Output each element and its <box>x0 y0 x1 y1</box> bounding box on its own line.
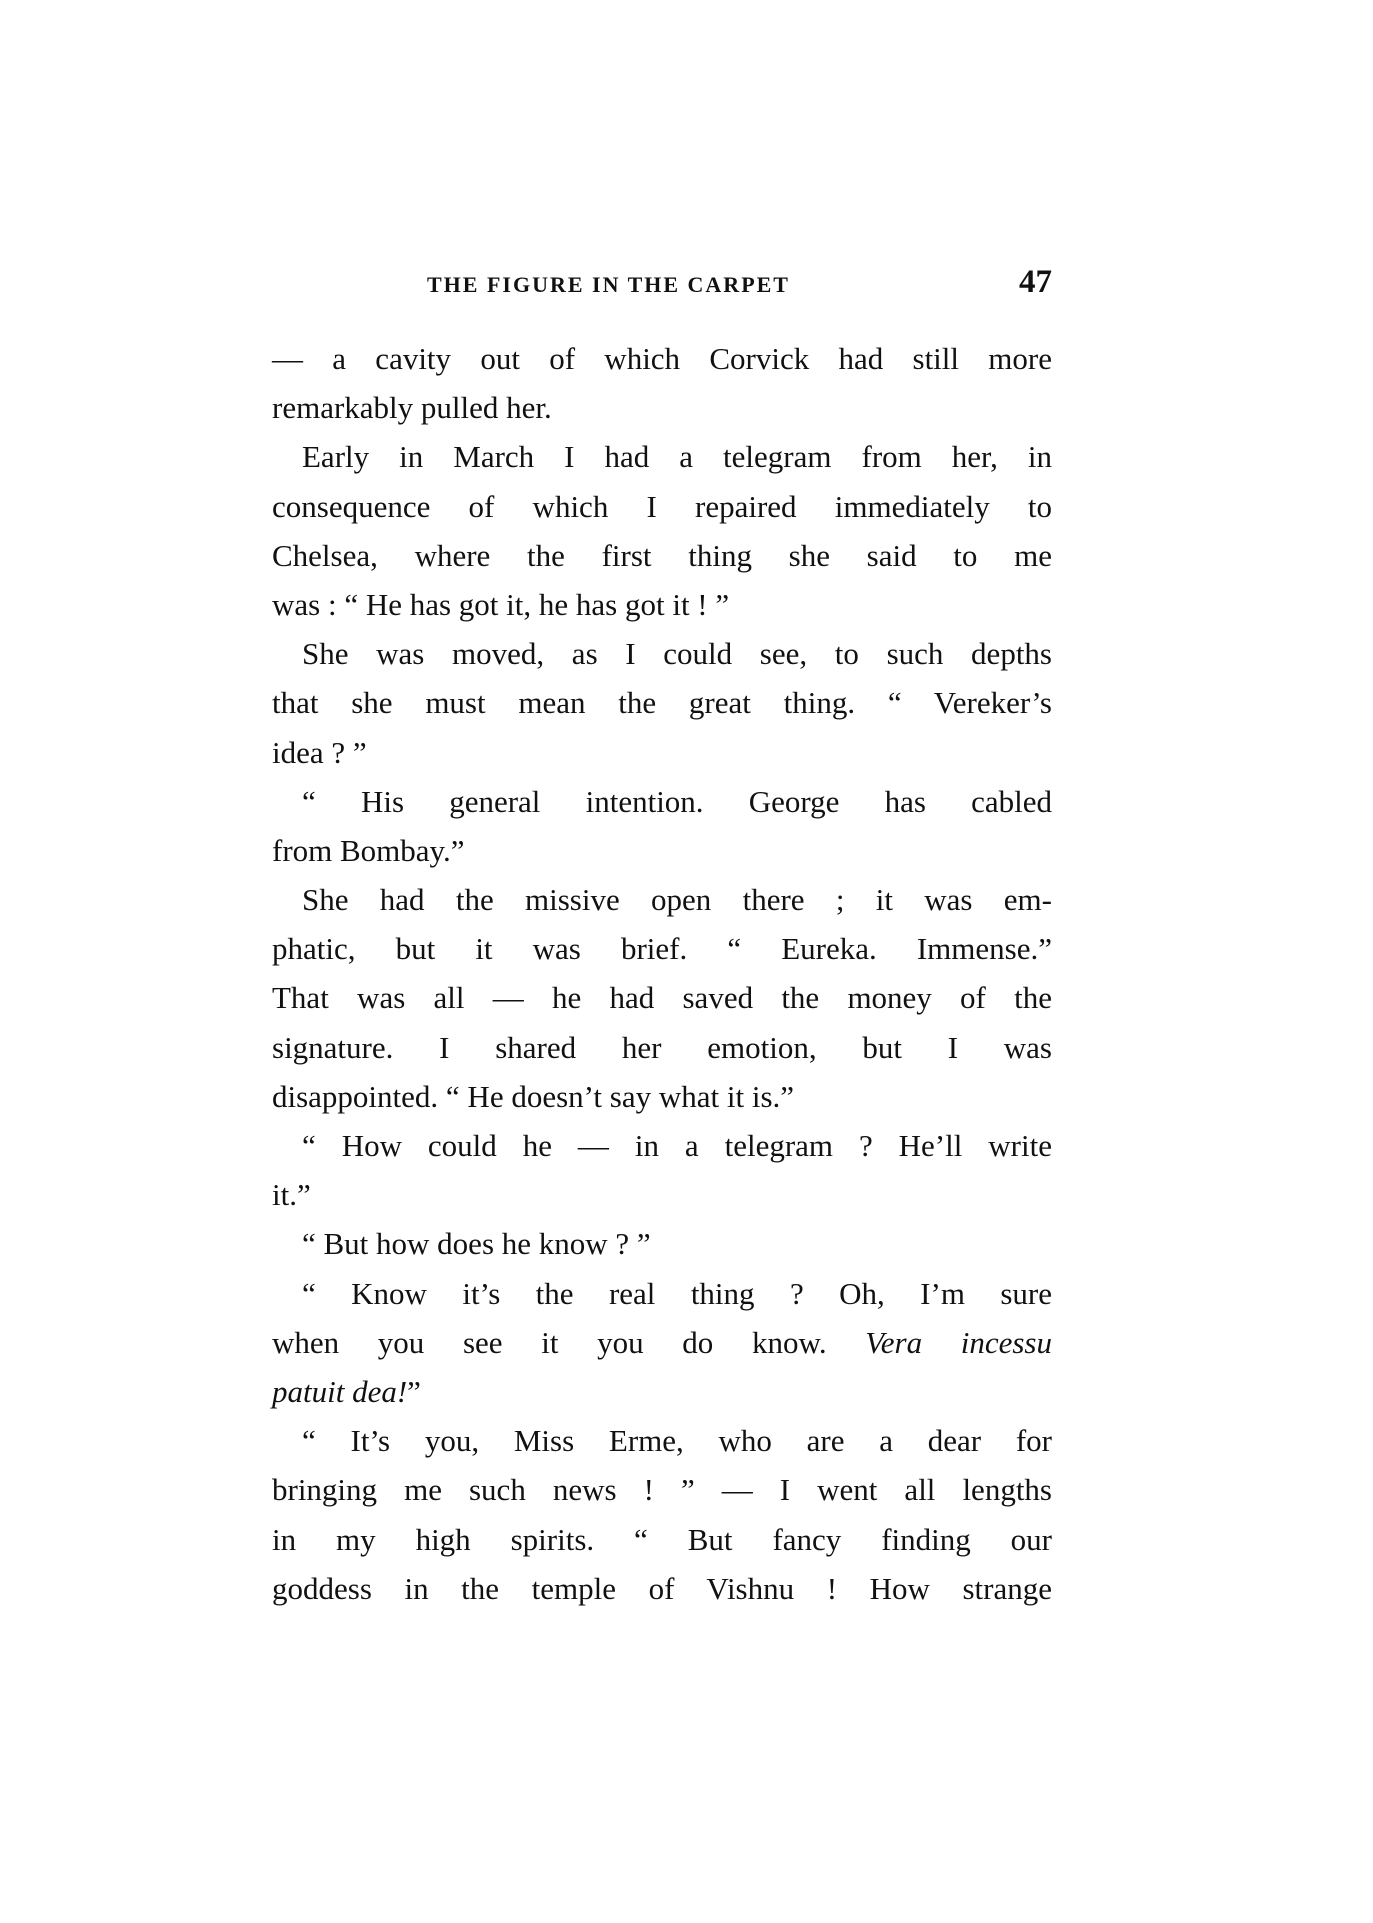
body-text <box>272 334 1052 1613</box>
text-line: from Bombay.” <box>272 832 465 868</box>
latin-phrase: Vera incessu <box>865 1324 1052 1360</box>
text-line: “ How could he — in a telegram ? He’ll write <box>302 1128 1052 1163</box>
text-line: “ But how does he know ? ” <box>302 1226 651 1262</box>
text-line: consequence of which I repaired immediately to <box>272 488 1052 524</box>
text-line: phatic, but it was brief. “ Eureka. Immense.” <box>272 931 1052 967</box>
text-segment: when you see it you do know. <box>272 1324 827 1360</box>
text-line: disappointed. “ He doesn’t say what it is.” <box>272 1078 795 1114</box>
running-head <box>272 264 1052 308</box>
text-line-with-latin <box>272 1318 1052 1367</box>
text-line-with-latin <box>272 1367 1052 1416</box>
text-line: “ It’s you, Miss Erme, who are a dear for <box>302 1423 1052 1459</box>
text-line: it.” <box>272 1177 311 1213</box>
text-line: She was moved, as I could see, to such depths <box>302 636 1052 672</box>
text-line: goddess in the temple of Vishnu ! How strange <box>272 1570 1052 1606</box>
text-line: “ His general intention. George has cabled <box>302 783 1052 819</box>
running-title: THE FIGURE IN THE CARPET <box>427 272 790 297</box>
text-line: That was all — he had saved the money of the <box>272 980 1052 1016</box>
text-line: that she must mean the great thing. “ Vereker’s <box>272 685 1052 721</box>
text-line: in my high spirits. “ But fancy finding our <box>272 1521 1052 1557</box>
text-line: — a cavity out of which Corvick had still more <box>272 341 1052 376</box>
text-line: idea ? ” <box>272 734 367 770</box>
text-line: Early in March I had a telegram from her, in <box>302 439 1052 475</box>
text-line: signature. I shared her emotion, but I was <box>272 1029 1052 1065</box>
latin-phrase-continued: patuit dea! <box>272 1373 408 1409</box>
text-line: remarkably pulled her. <box>272 390 552 426</box>
text-line: was : “ He has got it, he has got it ! ” <box>272 586 730 622</box>
page-number: 47 <box>1019 264 1052 300</box>
closing-quote: ” <box>407 1373 421 1409</box>
text-line: Chelsea, where the first thing she said to me <box>272 537 1052 573</box>
text-line: She had the missive open there ; it was em- <box>302 882 1052 918</box>
text-line: “ Know it’s the real thing ? Oh, I’m sure <box>302 1275 1052 1311</box>
text-line: bringing me such news ! ” — I went all lengths <box>272 1472 1052 1508</box>
